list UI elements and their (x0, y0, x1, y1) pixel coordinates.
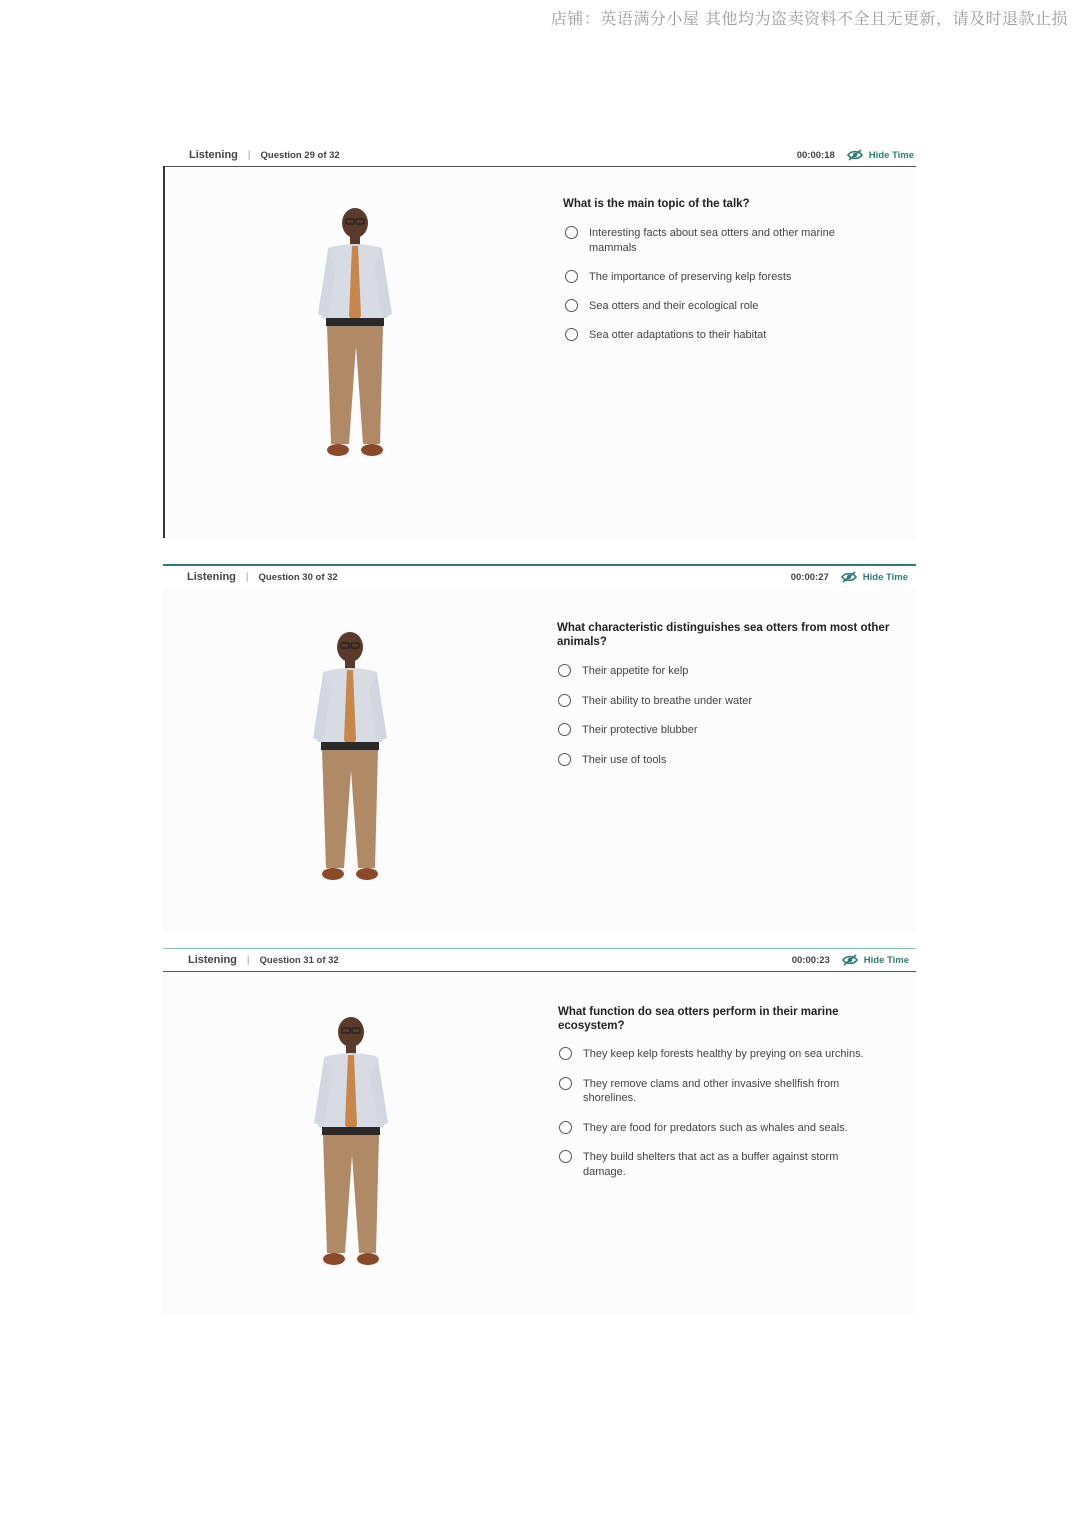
timer: 00:00:27 (790, 571, 829, 583)
option-label: Interesting facts about sea otters and other marine mammals (589, 227, 835, 254)
question-counter: Question 31 of 32 (259, 954, 339, 966)
option-label: They remove clams and other invasive shellfish from shorelines. (583, 1077, 840, 1104)
answer-option[interactable] (559, 1047, 903, 1062)
panel-left-border (163, 166, 165, 538)
watermark-text: 店铺：英语满分小屋 其他均为盗卖资料不全且无更新，请及时退款止损 (550, 9, 1068, 28)
radio-button[interactable] (559, 1121, 572, 1134)
answer-option[interactable] (558, 753, 872, 768)
answer-option[interactable] (559, 1121, 903, 1136)
hide-time-button[interactable] (841, 571, 908, 583)
question-counter: Question 30 of 32 (258, 571, 338, 583)
option-label: Their appetite for kelp (582, 665, 689, 677)
question-panel-29 (163, 144, 916, 540)
speaker-image (300, 206, 410, 481)
eye-slash-icon (842, 954, 858, 966)
eye-slash-icon (841, 571, 857, 583)
option-label: They keep kelp forests healthy by preying on sea urchins. (583, 1048, 864, 1060)
radio-button[interactable] (559, 1047, 572, 1060)
question-panel-31 (163, 948, 916, 1314)
answer-options (565, 226, 879, 343)
answer-options (558, 664, 872, 767)
question-panel-30 (163, 564, 916, 932)
answer-option[interactable] (559, 1150, 903, 1179)
answer-option[interactable] (558, 664, 872, 679)
option-label: They are food for predators such as whales and seals. (583, 1121, 848, 1134)
hide-time-label: Hide Time (868, 149, 914, 161)
section-name: Listening (188, 954, 237, 966)
answer-option[interactable] (565, 299, 879, 314)
hide-time-button[interactable] (847, 149, 914, 161)
top-bar (163, 144, 916, 167)
answer-option[interactable] (565, 270, 879, 285)
section-name: Listening (187, 571, 236, 583)
separator: | (245, 571, 249, 583)
radio-button[interactable] (565, 328, 578, 341)
hide-time-button[interactable] (842, 954, 909, 966)
option-label: Sea otter adaptations to their habitat (589, 329, 767, 341)
answer-option[interactable] (558, 694, 872, 709)
radio-button[interactable] (558, 723, 571, 736)
answer-options (559, 1047, 903, 1179)
speaker-image (296, 1015, 406, 1290)
speaker-image (295, 630, 405, 905)
eye-slash-icon (847, 149, 863, 161)
timer: 00:00:23 (791, 954, 830, 966)
option-label: Sea otters and their ecological role (589, 299, 759, 312)
radio-button[interactable] (565, 270, 578, 283)
radio-button[interactable] (565, 299, 578, 312)
top-bar (163, 948, 916, 972)
radio-button[interactable] (559, 1077, 572, 1090)
radio-button[interactable] (558, 694, 571, 707)
hide-time-label: Hide Time (862, 571, 908, 583)
radio-button[interactable] (559, 1150, 572, 1163)
answer-option[interactable] (565, 226, 879, 255)
answer-option[interactable] (565, 328, 879, 343)
question-text: What function do sea otters perform in their marine ecosystem? (558, 1006, 839, 1032)
option-label: The importance of preserving kelp forests (589, 271, 792, 283)
question-counter: Question 29 of 32 (260, 149, 340, 161)
question-text: What is the main topic of the talk? (563, 198, 750, 210)
radio-button[interactable] (558, 664, 571, 677)
hide-time-label: Hide Time (863, 954, 909, 966)
answer-option[interactable] (559, 1077, 903, 1106)
panel-body (163, 168, 916, 540)
top-bar (163, 564, 916, 589)
question-text: What characteristic distinguishes sea otters from most other animals? (557, 622, 890, 648)
option-label: They build shelters that act as a buffer against storm damage. (583, 1151, 839, 1178)
separator: | (247, 149, 251, 161)
option-label: Their protective blubber (582, 724, 698, 736)
section-name: Listening (189, 149, 238, 161)
radio-button[interactable] (565, 226, 578, 239)
radio-button[interactable] (558, 753, 571, 766)
option-label: Their ability to breathe under water (582, 694, 752, 707)
option-label: Their use of tools (582, 753, 667, 766)
separator: | (246, 954, 250, 966)
answer-option[interactable] (558, 723, 872, 738)
timer: 00:00:18 (796, 149, 835, 161)
